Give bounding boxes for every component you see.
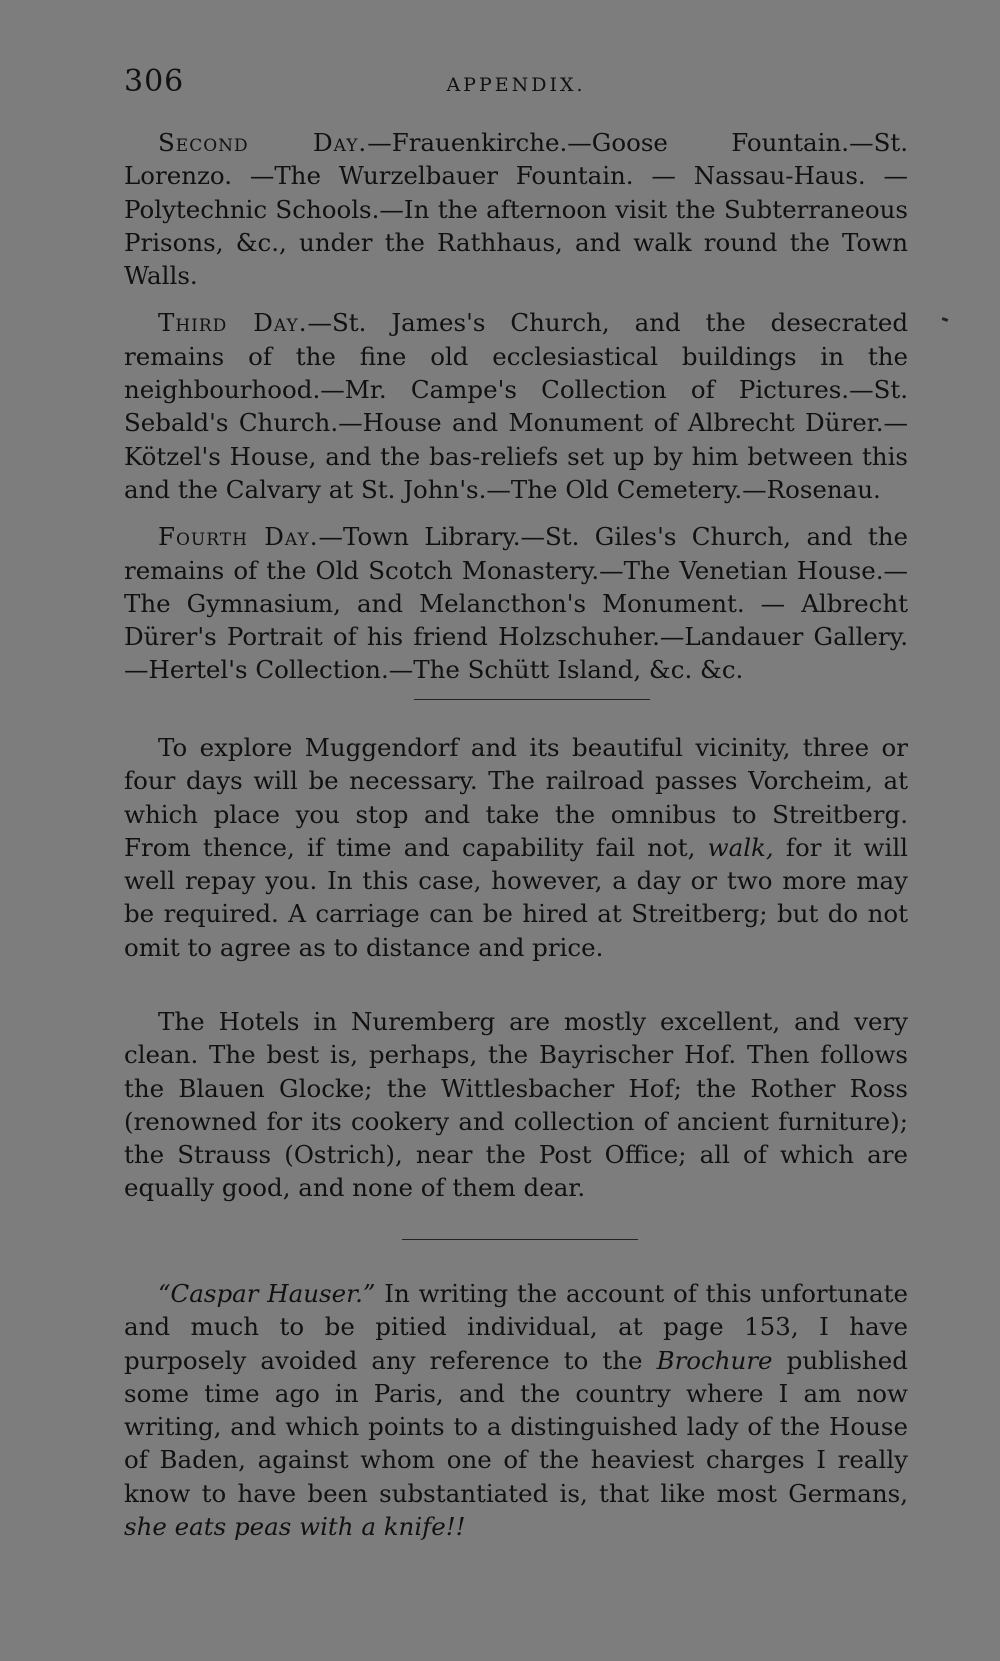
fourth-day-label: Fourth Day. xyxy=(158,522,319,552)
third-day-label: Third Day. xyxy=(158,308,308,338)
muggendorf-text-before: To explore Muggendorf and its beautiful vicinity, three or four days will be necessary. The railroad passes Vorcheim, at which place you stop and take the omnibus to Streitberg. From thence, if time and capability fail not, xyxy=(124,733,908,862)
quote-close: ” xyxy=(362,1279,376,1308)
brochure-italic: Brochure xyxy=(656,1345,773,1375)
stray-mark xyxy=(942,317,949,322)
running-head: APPENDIX. xyxy=(446,74,586,96)
hotels-paragraph: The Hotels in Nuremberg are mostly excellent, and very clean. The best is, perhaps, the Bayrischer Hof. Then follows the Blauen Glocke; the Wittlesbacher Hof; the Rother Ross (renowned for its cookery and collection of ancient furniture); the Strauss (Ostrich), near the Post Office; all of which are equally good, and none of them dear. xyxy=(124,1007,908,1203)
section-divider-2 xyxy=(402,1239,638,1240)
caspar-paragraph xyxy=(124,1277,908,1543)
second-day-paragraph xyxy=(124,126,908,292)
page-header xyxy=(124,64,908,104)
muggendorf-text-after: for it will well repay you. In this case, however, a day or two more may be required. A carriage can be hired at Streitberg; but do not omit to agree as to distance and price. xyxy=(124,832,908,962)
quote-open: “ xyxy=(158,1279,171,1308)
third-day-text: —St. James's Church, and the desecrated remains of the fine old ecclesiastical buildings in the neighbourhood.—Mr. Campe's Collection of Pictures.—St. Sebald's Church.—House and Monument of Albrecht Dürer.—Kötzel's House, and the bas-reliefs set up by him between this and the Calvary at St. John's.—The Old Cemetery.—Rosenau. xyxy=(124,308,908,504)
walk-italic: walk, xyxy=(707,832,774,862)
page-number: 306 xyxy=(124,64,185,99)
caspar-ending-italic: she eats peas with a knife!! xyxy=(124,1512,466,1542)
fourth-day-text: —Town Library.—St. Giles's Church, and the remains of the Old Scotch Monastery.—The Venetian House.— The Gymnasium, and Melancthon's Monument. — Albrecht Dürer's Portrait of his friend Holzschuher.—Landauer Gallery. —Hertel's Collection.—The Schütt Island, &c. &c. xyxy=(124,522,908,685)
hotels-section xyxy=(124,1005,908,1205)
caspar-title-text: Caspar Hauser. xyxy=(170,1279,363,1308)
caspar-text-2: published some time ago in Paris, and the country where I am now writing, and which points to a distinguished lady of the House of Baden, against whom one of the heaviest charges I really know to have been substantiated is, that like most Germans, xyxy=(124,1345,908,1508)
fourth-day-paragraph xyxy=(124,520,908,686)
muggendorf-section xyxy=(124,731,908,964)
caspar-title xyxy=(158,1279,375,1308)
second-day-label: Second Day. xyxy=(158,128,368,157)
caspar-text-1: In writing the account of this unfortunate and much to be pitied individual, at page 153, I have purposely avoided any reference to the xyxy=(124,1279,908,1375)
third-day-paragraph xyxy=(124,306,908,506)
section-divider xyxy=(414,699,650,700)
itinerary-section xyxy=(124,126,908,687)
second-day-text: —Frauenkirche.—Goose Fountain.—St. Lorenzo. —The Wurzelbauer Fountain. — Nassau-Haus. — Polytechnic Schools.—In the afternoon visit the Subterraneous Prisons, &c., under the Rathhaus, and walk round the Town Walls. xyxy=(124,128,908,291)
caspar-section xyxy=(124,1277,908,1543)
muggendorf-paragraph xyxy=(124,731,908,964)
